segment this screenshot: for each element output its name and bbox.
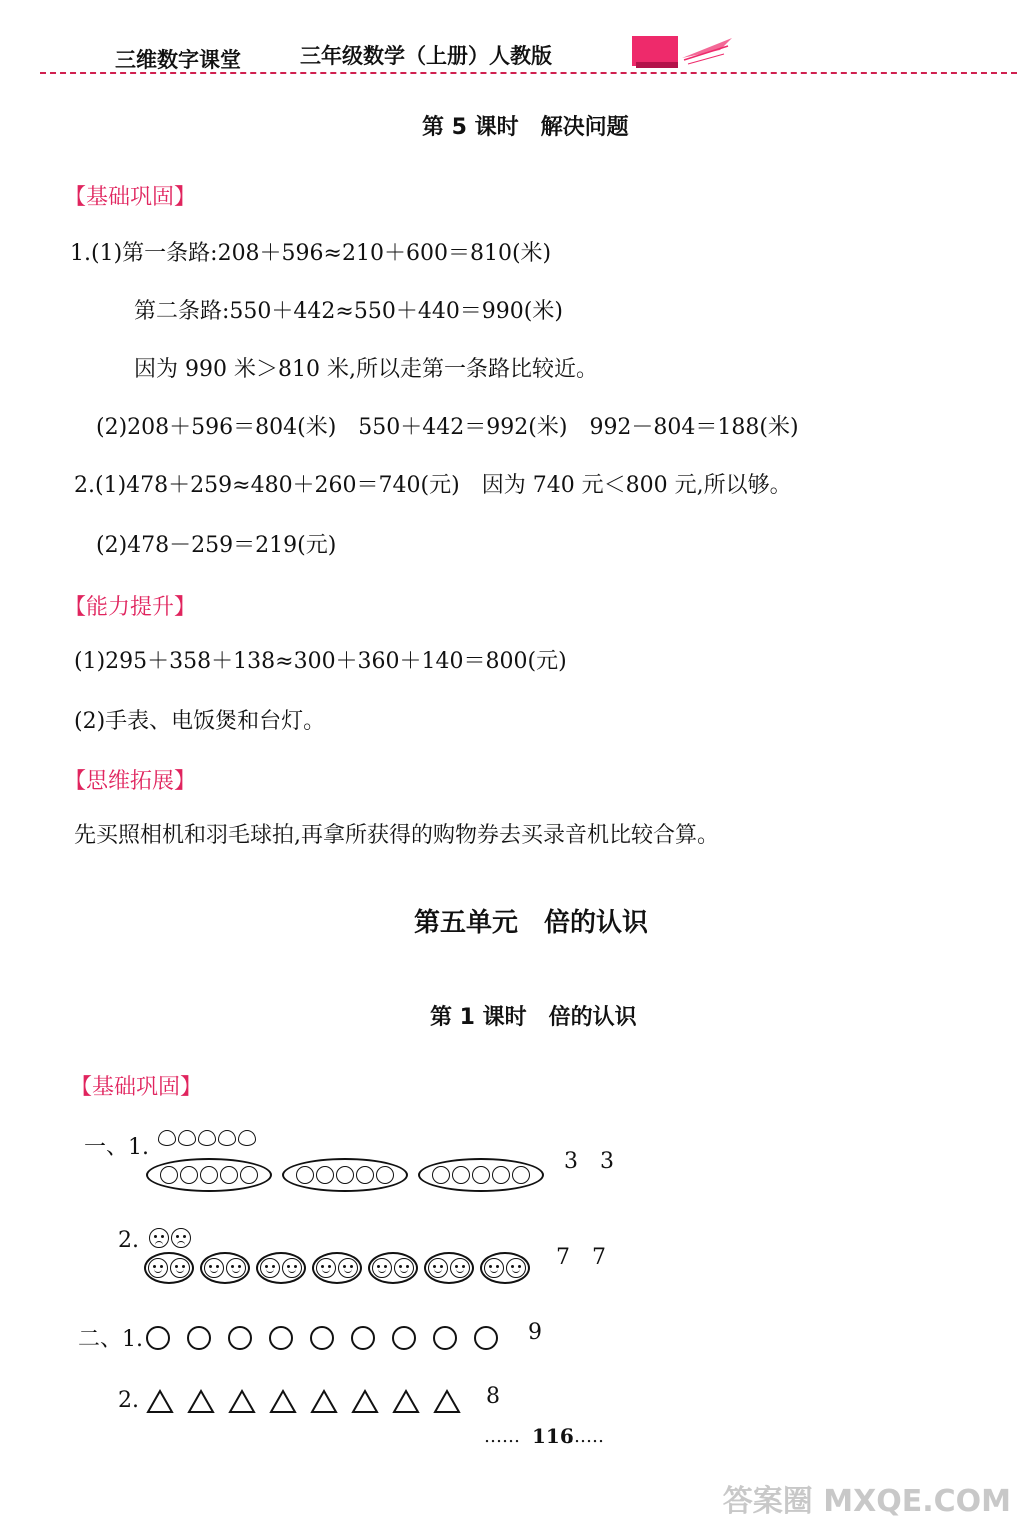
page-number: 116 bbox=[532, 1424, 574, 1448]
triangle-icons bbox=[146, 1388, 476, 1414]
answer-2-1: 2.(1)478＋259≈480＋260＝740(元) 因为 740 元＜800 元,所以够。 bbox=[74, 473, 792, 498]
header-logo-icon bbox=[632, 36, 742, 76]
answer-2-2: (2)478－259＝219(元) bbox=[96, 533, 337, 558]
face-groups bbox=[144, 1252, 536, 1284]
group-oval bbox=[480, 1252, 530, 1284]
header-book-series: 三维数字课堂 bbox=[115, 48, 241, 72]
circle-icon bbox=[269, 1326, 293, 1350]
section-basic: 【基础巩固】 bbox=[64, 185, 197, 210]
group-oval bbox=[368, 1252, 418, 1284]
problem-1-label: 一、1. bbox=[84, 1135, 149, 1160]
answer-1-2: (2)208＋596＝804(米) 550＋442＝992(米) 992－804＝188(米) bbox=[96, 415, 799, 440]
section-thinking: 【思维拓展】 bbox=[64, 769, 197, 794]
group-oval bbox=[312, 1252, 362, 1284]
watermark-logo: 答案圈 MXQE.COM bbox=[722, 1484, 1011, 1519]
circle-icon bbox=[392, 1326, 416, 1350]
group-oval bbox=[424, 1252, 474, 1284]
problem-4-label: 2. bbox=[118, 1388, 139, 1413]
answer-1-1a: 1.(1)第一条路:208＋596≈210＋600＝810(米) bbox=[70, 241, 552, 266]
problem-3-answer: 9 bbox=[528, 1320, 542, 1345]
group-oval bbox=[282, 1158, 408, 1192]
circle-row bbox=[146, 1326, 515, 1350]
peach-icon bbox=[238, 1130, 256, 1146]
group-oval bbox=[200, 1252, 250, 1284]
circle-icon bbox=[433, 1326, 457, 1350]
ability-2: (2)手表、电饭煲和台灯。 bbox=[74, 709, 326, 734]
sad-faces-row bbox=[148, 1228, 192, 1248]
peach-icon bbox=[158, 1130, 176, 1146]
group-oval bbox=[144, 1252, 194, 1284]
header-divider bbox=[40, 72, 1017, 74]
ability-1: (1)295＋358＋138≈300＋360＋140＝800(元) bbox=[74, 649, 567, 674]
answer-1-1c: 因为 990 米＞810 米,所以走第一条路比较近。 bbox=[134, 357, 598, 382]
circle-icon bbox=[228, 1326, 252, 1350]
circle-icon bbox=[310, 1326, 334, 1350]
group-oval bbox=[146, 1158, 272, 1192]
thinking-1: 先买照相机和羽毛球拍,再拿所获得的购物券去买录音机比较合算。 bbox=[74, 823, 719, 848]
problem-3-label: 二、1. bbox=[78, 1327, 143, 1352]
unit-lesson-title: 第 1 课时 倍的认识 bbox=[430, 1005, 637, 1030]
problem-1-answers: 3 3 bbox=[564, 1149, 614, 1174]
triangle-row bbox=[146, 1388, 476, 1414]
answer-1-1b: 第二条路:550＋442≈550＋440＝990(米) bbox=[134, 299, 563, 324]
group-oval bbox=[256, 1252, 306, 1284]
sad-face-icon bbox=[171, 1228, 191, 1248]
sad-face-icon bbox=[149, 1228, 169, 1248]
circle-icon bbox=[474, 1326, 498, 1350]
section-basic-2: 【基础巩固】 bbox=[70, 1075, 203, 1100]
footer-dots-left: …… bbox=[484, 1426, 520, 1447]
peach-groups bbox=[146, 1158, 554, 1192]
peach-icon bbox=[178, 1130, 196, 1146]
circle-icon bbox=[146, 1326, 170, 1350]
header-book-title: 三年级数学（上册）人教版 bbox=[300, 44, 552, 68]
problem-4-answer: 8 bbox=[486, 1384, 500, 1409]
peach-row-top bbox=[158, 1130, 258, 1146]
peach-icon bbox=[218, 1130, 236, 1146]
unit-title: 第五单元 倍的认识 bbox=[414, 908, 649, 938]
lesson-title: 第 5 课时 解决问题 bbox=[422, 115, 629, 140]
section-ability: 【能力提升】 bbox=[64, 595, 197, 620]
problem-2-answers: 7 7 bbox=[556, 1245, 606, 1270]
group-oval bbox=[418, 1158, 544, 1192]
footer-dots-right: …… bbox=[568, 1426, 604, 1447]
peach-icon bbox=[198, 1130, 216, 1146]
problem-2-label: 2. bbox=[118, 1228, 139, 1253]
circle-icon bbox=[187, 1326, 211, 1350]
circle-icon bbox=[351, 1326, 375, 1350]
